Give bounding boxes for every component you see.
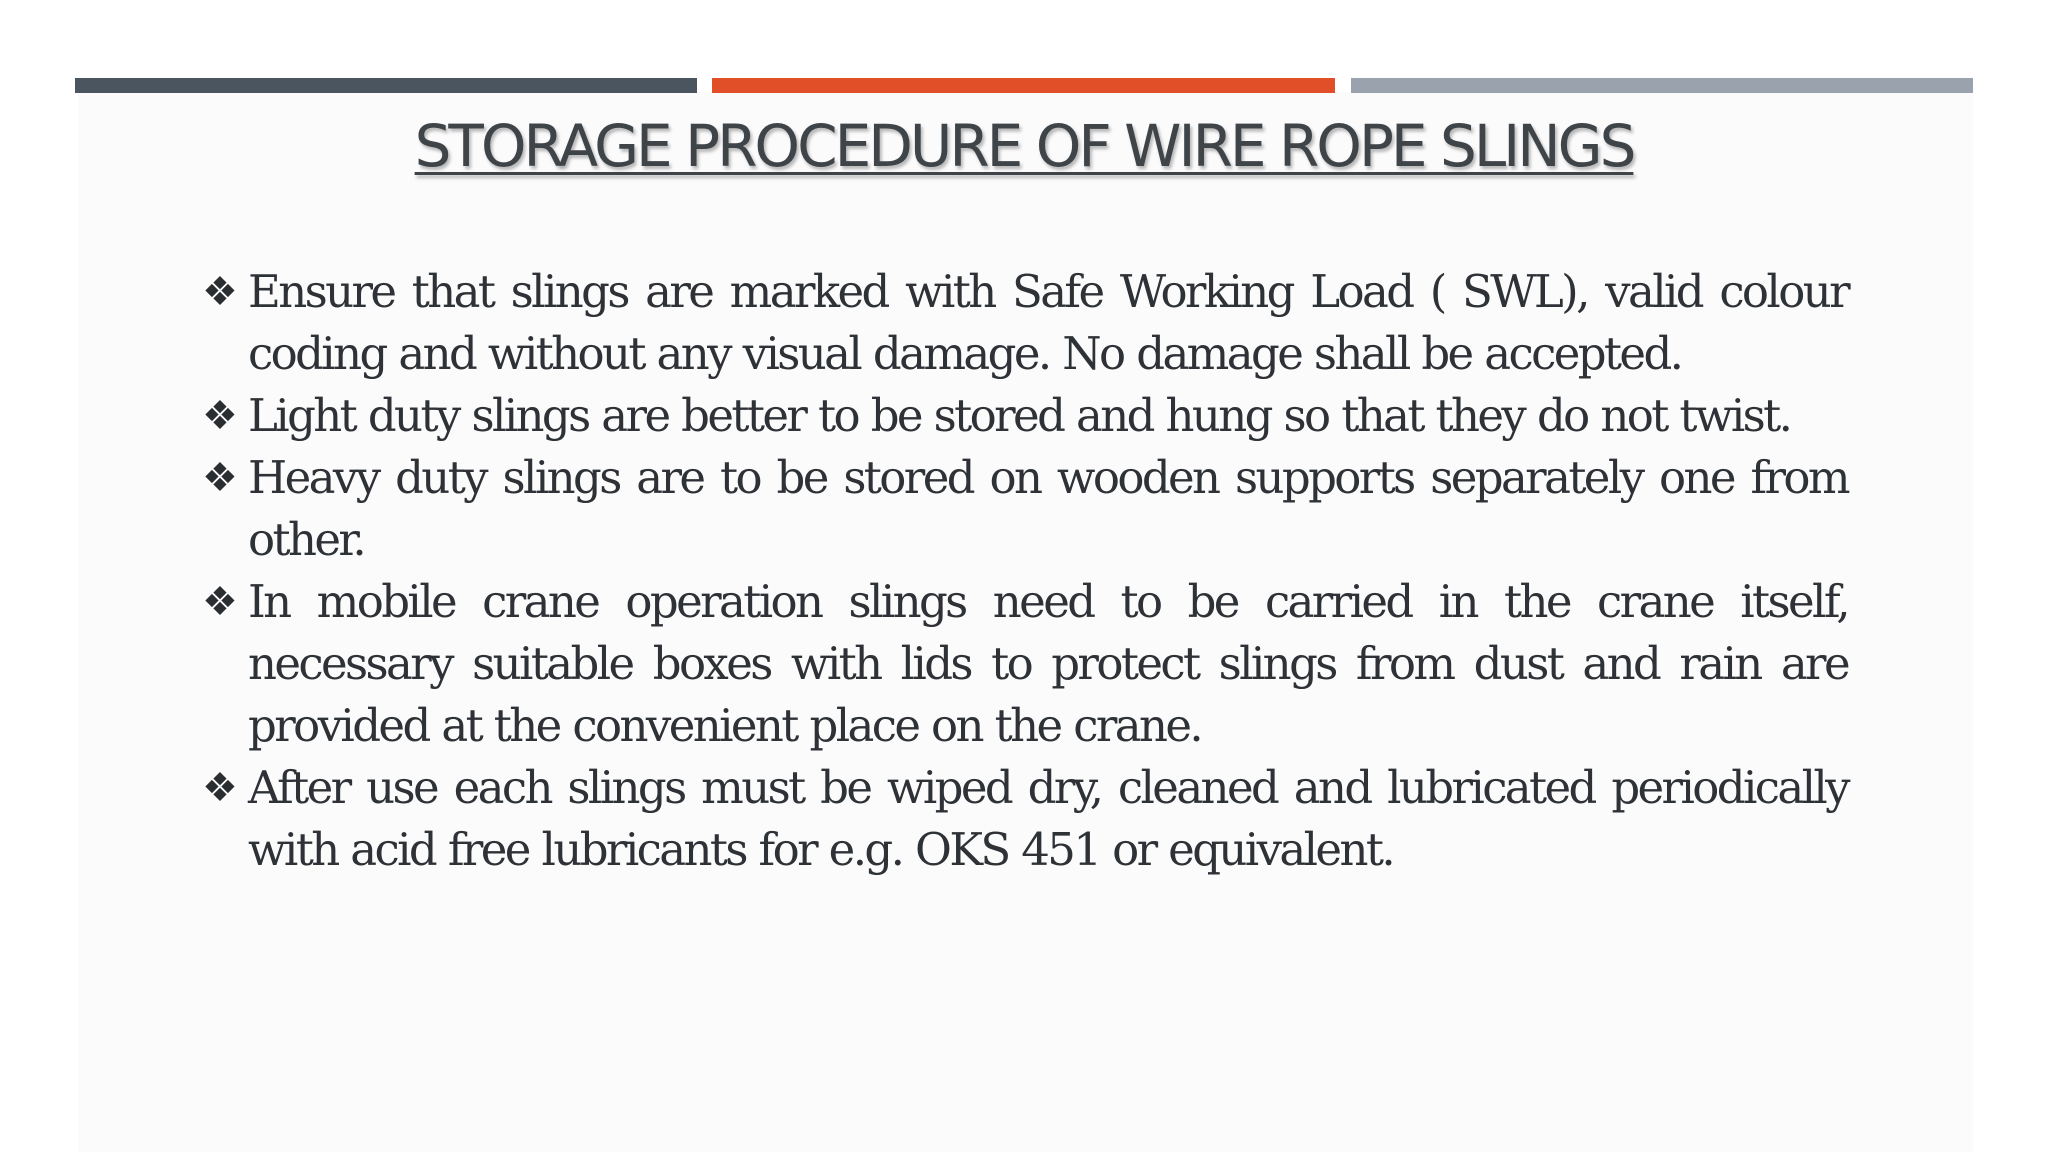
bullet-item: [202, 757, 1848, 881]
diamond-bullet-icon: ❖: [202, 393, 238, 439]
bullet-item: [202, 447, 1848, 571]
accent-bar-orange: [712, 78, 1335, 93]
bullet-text: Light duty slings are better to be stored and hung so that they do not twist.: [248, 389, 1791, 442]
bullet-text: Heavy duty slings are to be stored on wooden supports separately one from other.: [248, 451, 1848, 566]
bullet-text: After use each slings must be wiped dry, cleaned and lubricated periodically with acid free lubricants for e.g. OKS 451 or equivalent.: [248, 761, 1848, 876]
accent-bar-dark: [75, 78, 697, 93]
diamond-bullet-icon: ❖: [202, 765, 238, 811]
diamond-bullet-icon: ❖: [202, 455, 238, 501]
accent-bar-gray: [1351, 78, 1973, 93]
bullet-text: In mobile crane operation slings need to be carried in the crane itself, necessary suitable boxes with lids to protect slings from dust and rain are provided at the convenient place on the crane.: [248, 575, 1848, 752]
bullet-text: Ensure that slings are marked with Safe Working Load ( SWL), valid colour coding and without any visual damage. No damage shall be accepted.: [248, 265, 1848, 380]
slide-title: STORAGE PROCEDURE OF WIRE ROPE SLINGS: [414, 112, 1634, 180]
bullet-item: [202, 571, 1848, 757]
bullet-item: [202, 261, 1848, 385]
diamond-bullet-icon: ❖: [202, 579, 238, 625]
bullet-list: [202, 261, 1848, 881]
diamond-bullet-icon: ❖: [202, 269, 238, 315]
bullet-item: [202, 385, 1848, 447]
